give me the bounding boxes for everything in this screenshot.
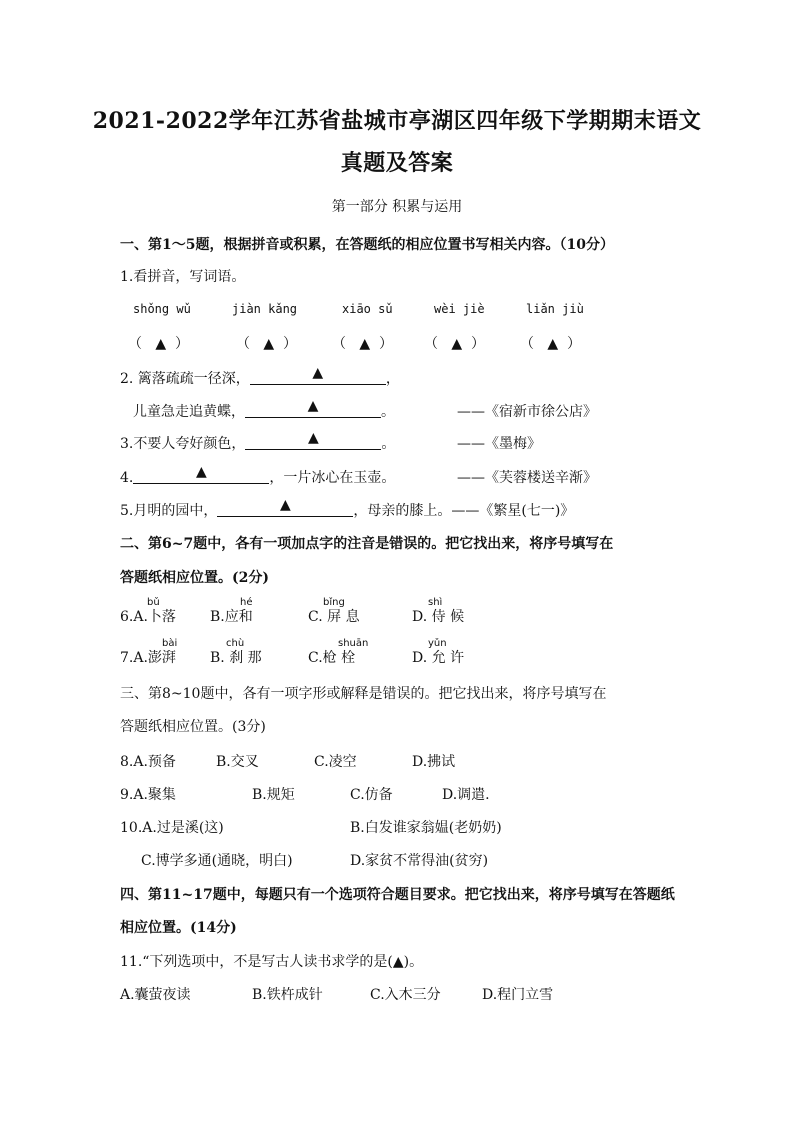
fill-blank	[133, 464, 269, 484]
q2-line1-punct: ，	[385, 371, 400, 387]
q11-prompt: 11.“下列选项中，不是写古人读书求学的是(▲)。	[120, 954, 424, 970]
q9-option-a: 9.A.聚集	[120, 787, 176, 803]
triangle-marker: ▲	[312, 365, 324, 381]
exam-title-line2: 真题及答案	[340, 150, 454, 176]
q7-option-b: B. 刹 那	[210, 650, 262, 666]
section2-heading-line1: 二、第6~7题中，各有一项加点字的注音是错误的。把它找出来，将序号填写在	[120, 536, 614, 552]
q1-prompt: 1.看拼音，写词语。	[120, 269, 246, 285]
pinyin-4: wèi jiè	[434, 302, 485, 316]
q11-option-d: D.程门立雪	[482, 987, 554, 1003]
q7-option-a: 7.A.澎湃	[120, 650, 176, 666]
triangle-marker: ▲	[307, 398, 319, 414]
q7-ruby-a: bài	[162, 638, 178, 649]
q10-option-c: C.博学多通(通晓，明白)	[141, 853, 293, 869]
q2-line2	[133, 398, 395, 421]
q5-rest: ，母亲的膝上。——《繁星(七一)》	[353, 503, 575, 519]
section1-heading: 一、第1～5题，根据拼音或积累，在答题纸的相应位置书写相关内容。（10分）	[120, 237, 614, 253]
q7-option-d: D. 允 许	[412, 650, 465, 666]
section3-heading-line2: 答题纸相应位置。(3分)	[120, 719, 266, 735]
fill-blank	[245, 430, 381, 450]
q8-option-d: D.拂试	[412, 754, 456, 770]
q9-option-d: D.调遣.	[442, 787, 490, 803]
q2-line1-text: 2. 篱落疏疏一径深，	[120, 371, 250, 387]
q4-text: 4.	[120, 470, 134, 486]
triangle-marker: ▲	[279, 497, 291, 513]
q2-line1	[120, 365, 400, 388]
q8-option-b: B.交叉	[216, 754, 259, 770]
q3-text: 3.不要人夸好颜色，	[120, 436, 246, 452]
q6-ruby-d: shì	[428, 597, 443, 608]
answer-box-2: （ ▲ ）	[236, 336, 298, 352]
fill-blank	[250, 365, 386, 385]
q4-punct: ，一片冰心在玉壶。	[269, 470, 396, 486]
q4-line	[120, 464, 396, 487]
section4-heading-line2: 相应位置。(14分)	[120, 920, 237, 936]
q5-line	[120, 497, 575, 520]
q2-line2-text: 儿童急走追黄蝶，	[133, 404, 245, 420]
q9-option-b: B.规矩	[252, 787, 295, 803]
q2-source: ——《宿新市徐公店》	[457, 404, 597, 420]
q9-option-c: C.仿备	[350, 787, 393, 803]
q6-option-b: B.应和	[210, 609, 253, 625]
triangle-marker: ▲	[195, 464, 207, 480]
q10-option-b: B.白发谁家翁媪(老奶奶)	[350, 820, 502, 836]
fill-blank	[245, 398, 381, 418]
answer-box-1: （ ▲ ）	[128, 336, 190, 352]
q8-option-a: 8.A.预备	[120, 754, 176, 770]
pinyin-1: shǒng wǔ	[133, 302, 191, 316]
pinyin-5: liǎn jiù	[526, 302, 584, 316]
section4-heading-line1: 四、第11~17题中，每题只有一个选项符合题目要求。把它找出来，将序号填写在答题纸	[120, 887, 675, 903]
q2-line2-punct: 。	[381, 404, 395, 420]
pinyin-2: jiàn kǎng	[232, 302, 298, 316]
q11-option-c: C.入木三分	[370, 987, 441, 1003]
q11-option-a: A.囊萤夜读	[120, 987, 191, 1003]
q7-ruby-c: shuān	[338, 638, 369, 649]
q6-ruby-c: bǐng	[323, 597, 345, 608]
q3-line	[120, 430, 396, 453]
section2-heading-line2: 答题纸相应位置。(2分)	[120, 570, 269, 586]
q5-text: 5.月明的园中，	[120, 503, 218, 519]
q6-option-d: D. 侍 候	[412, 609, 465, 625]
q3-punct: 。	[381, 436, 396, 452]
q10-option-d: D.家贫不常得油(贫穷)	[350, 853, 489, 869]
q6-ruby-b: hé	[240, 597, 253, 608]
q6-option-a: 6.A.卜落	[120, 609, 176, 625]
part-heading: 第一部分 积累与运用	[331, 199, 463, 215]
pinyin-3: xiāo sǔ	[342, 302, 393, 316]
q7-ruby-d: yǔn	[428, 638, 447, 649]
fill-blank	[217, 497, 353, 517]
triangle-marker: ▲	[307, 430, 319, 446]
q11-option-b: B.铁杵成针	[252, 987, 323, 1003]
q4-source: ——《芙蓉楼送辛渐》	[457, 470, 597, 486]
q6-option-c: C. 屏 息	[308, 609, 360, 625]
answer-box-5: （ ▲ ）	[520, 336, 582, 352]
q7-ruby-b: chù	[226, 638, 245, 649]
q7-option-c: C.枪 栓	[308, 650, 356, 666]
q10-option-a: 10.A.过是溪(这)	[120, 820, 224, 836]
q3-source: ——《墨梅》	[457, 436, 541, 452]
answer-box-3: （ ▲ ）	[332, 336, 394, 352]
q8-option-c: C.凌空	[314, 754, 357, 770]
section3-heading-line1: 三、第8~10题中，各有一项字形或解释是错误的。把它找出来，将序号填写在	[120, 686, 607, 702]
exam-title-line1: 2021-2022学年江苏省盐城市亭湖区四年级下学期期末语文	[92, 108, 702, 134]
q6-ruby-a: bǔ	[147, 597, 160, 608]
answer-box-4: （ ▲ ）	[424, 336, 486, 352]
